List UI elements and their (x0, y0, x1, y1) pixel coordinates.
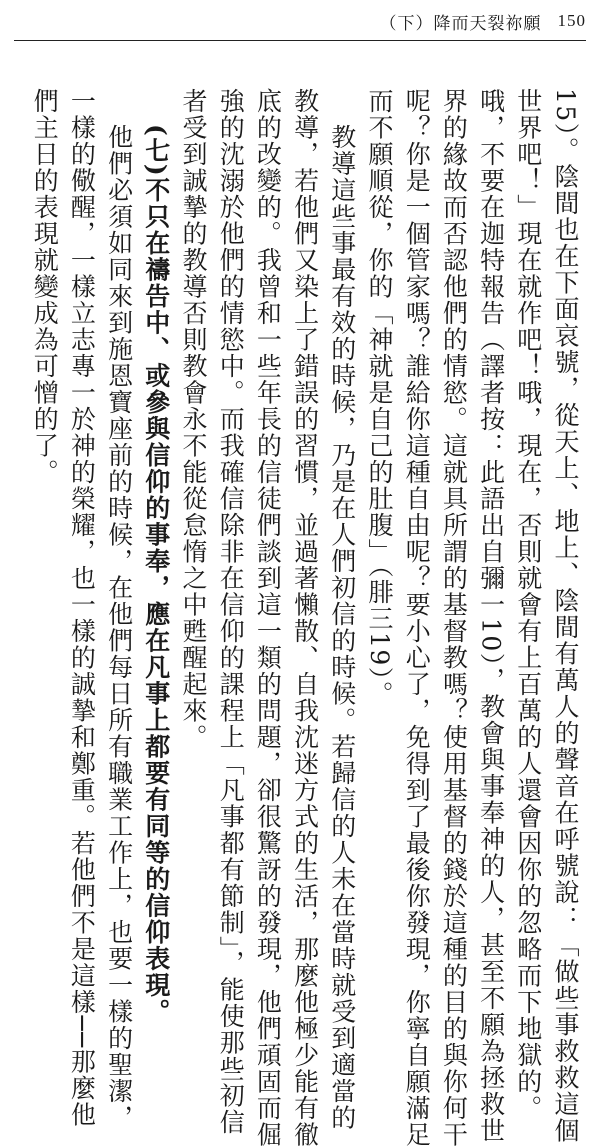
page-header (380, 8, 587, 34)
section-heading: (七)不只在禱告中、或參與信仰的事奉，應在凡事上都要有同等的信仰表現。 (141, 124, 171, 1026)
text-column: 呢？你是一個管家嗎？誰給你這種自由呢？要小心了，免得到了最後你發現，你寧自願滿足 (402, 88, 432, 1148)
text-column: 15）。陰間也在下面哀號，從天上、地上、陰間有萬人的聲音在呼號說：「做些事救救這個 (551, 88, 580, 1144)
text-column: 教導這些事最有效的時候，乃是在人們初信的時候。若歸信的人未在當時就受到適當的 (327, 124, 357, 1131)
text-column: 底的改變的。我曾和一些年長的信徒們談到這一類的問題，卻很驚訝的發現，他們頑固而倔 (253, 88, 283, 1148)
text-column: 世界吧！」現在就作吧！哦，現在，否則就會有上百萬的人還會因你的忽略而下地獄的。 (513, 88, 543, 1122)
text-column: 強的沈溺於他們的情慾中。而我確信除非在信仰的課程上「凡事都有節制」，能使那些初信 (216, 88, 246, 1136)
text-column: 他們必須如同來到施恩寶座前的時候，在他們每日所有職業工作上，也要一樣的聖潔， (104, 124, 134, 1131)
text-column: 們主日的表現就變成為可憎的了。 (30, 88, 60, 486)
text-column: 而不願順從，你的「神就是自己的肚腹」（腓三19）。 (365, 88, 394, 708)
header-rule (14, 40, 586, 41)
text-column: 者受到誠摯的教導否則教會永不能從怠惰之中甦醒起來。 (179, 88, 208, 751)
text-column: 界的緣故而否認他們的情慾。這就具所謂的基督教嗎？使用基督的錢於這種的目的與你何干 (439, 88, 469, 1148)
text-column: 哦，不要在迦特報告（譯者按：此語出自彌一10），教會與事奉神的人，甚至不願為拯救世 (476, 88, 506, 1144)
running-title: （下）降而天裂祢願 (379, 13, 542, 34)
page-number: 150 (557, 11, 586, 30)
text-column: 教導，若他們又染上了錯誤的習慣，並過著懶散、自我沈迷方式的生活，那麼他極少能有徹 (290, 88, 320, 1148)
text-column: 一樣的儆醒，一樣立志專一於神的榮耀，也一樣的誠摯和鄭重。若他們不是這樣──那麼他 (67, 88, 97, 1129)
